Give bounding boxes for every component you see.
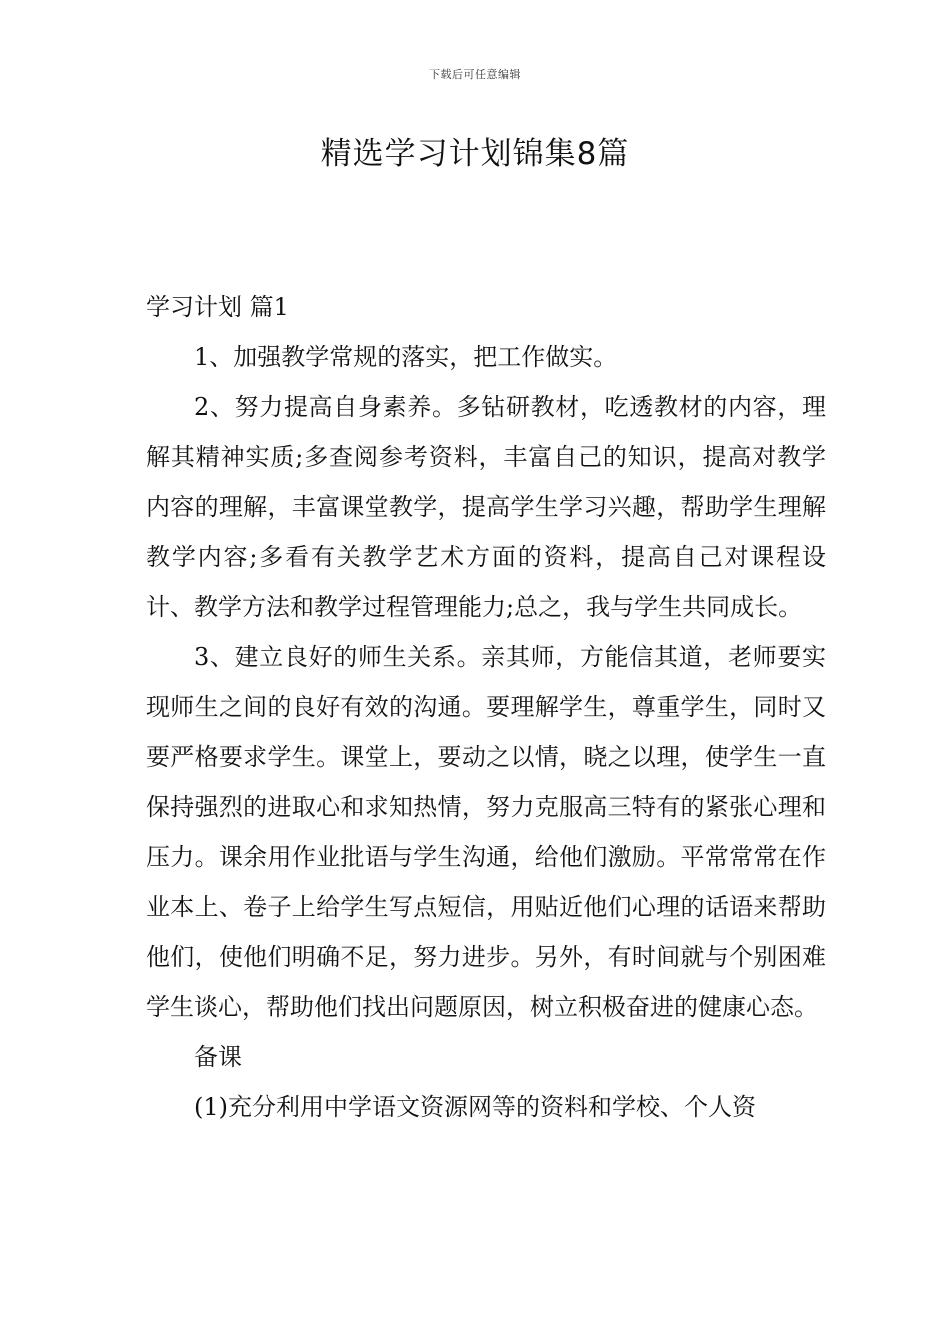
section-heading: 学习计划 篇1 bbox=[146, 293, 289, 321]
subheading-lesson-prep: 备课 bbox=[194, 1043, 242, 1071]
paragraph-item-2: 2、努力提高自身素养。多钻研教材，吃透教材的内容，理解其精神实质;多查阅参考资料，丰富自己的知识，提高对教学内容的理解，丰富课堂教学，提高学生学习兴趣，帮助学生理解教学内容;多看有关教学艺术方面的资料，提高自己对课程设计、教学方法和教学过程管理能力;总之，我与学生共同成长。 bbox=[146, 393, 826, 621]
document-body bbox=[146, 282, 826, 1132]
paragraph-item-1: 1、加强教学常规的落实，把工作做实。 bbox=[194, 343, 618, 371]
header-note: 下载后可任意编辑 bbox=[429, 68, 521, 81]
paragraph-item-4: (1)充分利用中学语文资源网等的资料和学校、个人资 bbox=[194, 1093, 756, 1121]
document-title: 精选学习计划锦集8篇 bbox=[320, 136, 630, 172]
paragraph-item-3: 3、建立良好的师生关系。亲其师，方能信其道，老师要实现师生之间的良好有效的沟通。要理解学生，尊重学生，同时又要严格要求学生。课堂上，要动之以情，晓之以理，使学生一直保持强烈的进取心和求知热情，努力克服高三特有的紧张心理和压力。课余用作业批语与学生沟通，给他们激励。平常常常在作业本上、卷子上给学生写点短信，用贴近他们心理的话语来帮助他们，使他们明确不足，努力进步。另外，有时间就与个别困难学生谈心，帮助他们找出问题原因，树立积极奋进的健康心态。 bbox=[146, 643, 826, 1021]
